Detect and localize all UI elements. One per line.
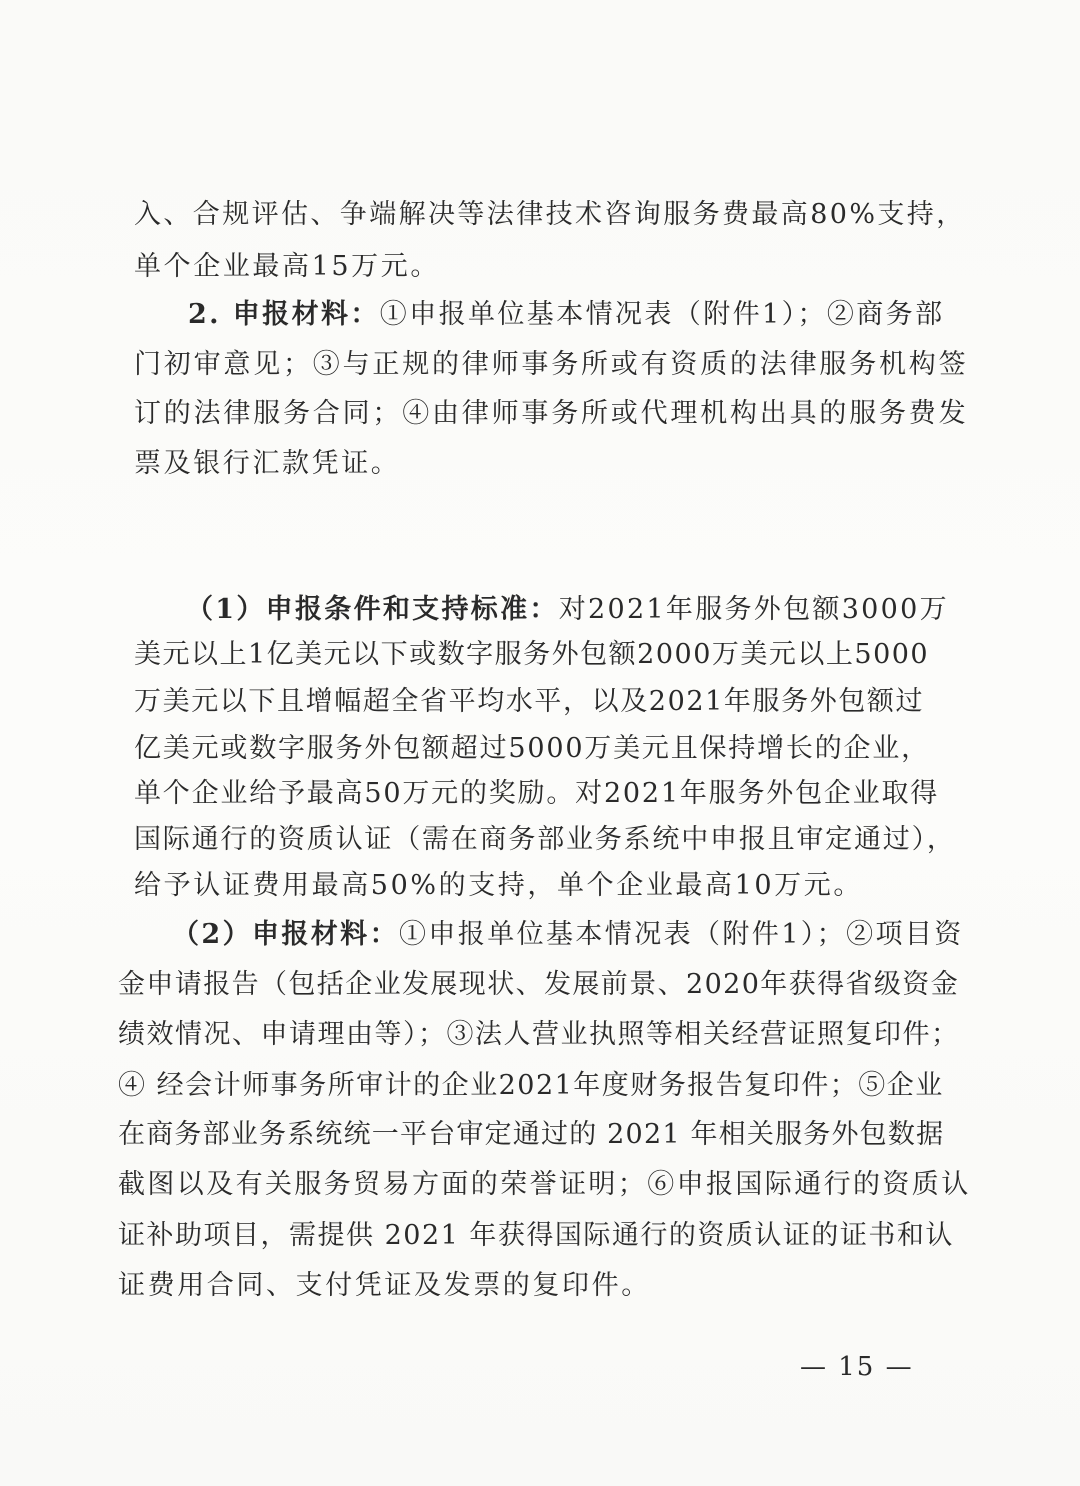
paragraph-line	[188, 298, 944, 332]
section-label: （2）申报材料：	[172, 919, 399, 950]
section-label: 2. 申报材料：	[188, 299, 380, 330]
paragraph-line: 在商务部业务系统统一平台审定通过的 2021 年相关服务外包数据	[118, 1119, 945, 1150]
paragraph-line: 门初审意见；③与正规的律师事务所或有资质的法律服务机构签	[134, 349, 969, 380]
paragraph-line: 金申请报告（包括企业发展现状、发展前景、2020年获得省级资金	[118, 969, 960, 1000]
paragraph-line: 证补助项目，需提供 2021 年获得国际通行的资质认证的证书和认	[118, 1220, 954, 1251]
paragraph-text: ①申报单位基本情况表（附件1）；②项目资	[399, 919, 964, 950]
paragraph-line: 绩效情况、申请理由等）；③法人营业执照等相关经营证照复印件；	[118, 1019, 960, 1050]
paragraph-line: 单个企业最高15万元。	[134, 251, 440, 282]
paragraph-line	[186, 593, 949, 627]
section-label: （1）申报条件和支持标准：	[186, 594, 559, 625]
paragraph-line: 万美元以下且增幅超全省平均水平，以及2021年服务外包额过	[134, 686, 925, 717]
paragraph-line: 亿美元或数字服务外包额超过5000万美元且保持增长的企业，	[134, 733, 930, 764]
paragraph-text: ①申报单位基本情况表（附件1）；②商务部	[379, 299, 945, 330]
paragraph-line: 截图以及有关服务贸易方面的荣誉证明；⑥申报国际通行的资质认	[118, 1169, 971, 1200]
paragraph-line: 美元以上1亿美元以下或数字服务外包额2000万美元以上5000	[134, 639, 930, 670]
paragraph-line: 订的法律服务合同；④由律师事务所或代理机构出具的服务费发	[134, 398, 969, 429]
page-number: — 15 —	[800, 1352, 914, 1382]
paragraph-line	[172, 918, 964, 952]
paragraph-line: 国际通行的资质认证（需在商务部业务系统中申报且审定通过），	[134, 824, 956, 855]
paragraph-line: ④ 经会计师事务所审计的企业2021年度财务报告复印件；⑤企业	[118, 1070, 944, 1101]
paragraph-line: 票及银行汇款凭证。	[134, 448, 401, 479]
paragraph-line: 入、合规评估、争端解决等法律技术咨询服务费最高80%支持，	[134, 199, 966, 230]
paragraph-line: 给予认证费用最高50%的支持，单个企业最高10万元。	[134, 870, 863, 901]
paragraph-line: 证费用合同、支付凭证及发票的复印件。	[118, 1270, 651, 1301]
paragraph-line: 单个企业给予最高50万元的奖励。对2021年服务外包企业取得	[134, 778, 940, 809]
paragraph-text: 对2021年服务外包额3000万	[558, 594, 949, 625]
